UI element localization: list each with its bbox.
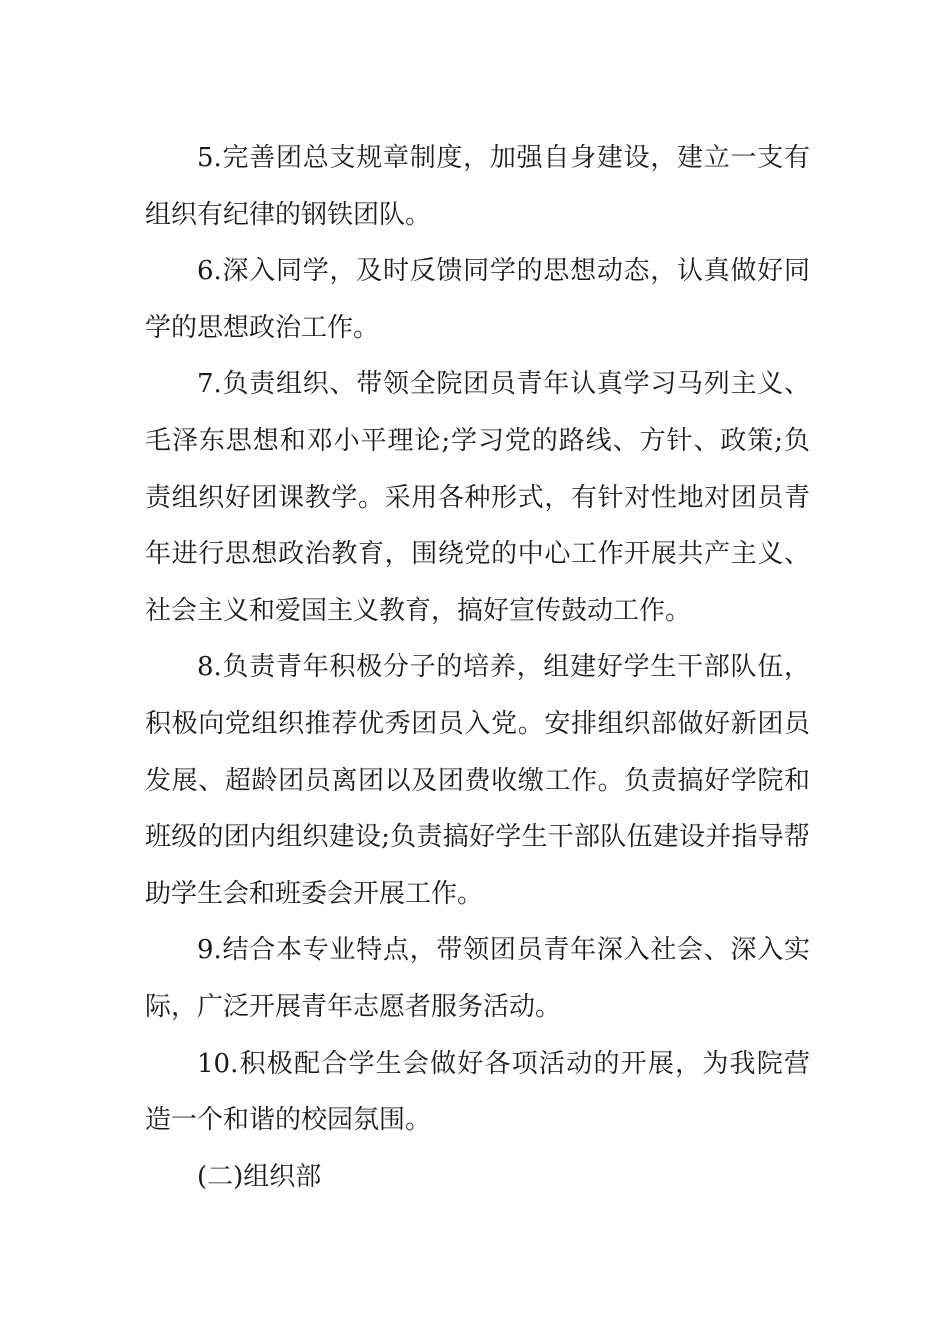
paragraph-item-10: 10.积极配合学生会做好各项活动的开展，为我院营造一个和谐的校园氛围。 bbox=[145, 1048, 810, 1136]
section-heading: (二)组织部 bbox=[197, 1161, 322, 1192]
paragraph-item-8: 8.负责青年积极分子的培养，组建好学生干部队伍，积极向党组织推荐优秀团员入党。安排组织部做好新团员发展、超龄团员离团以及团费收缴工作。负责搞好学院和班级的团内组织建设;负责搞好学生干部队伍建设并指导帮助学生会和班委会开展工作。 bbox=[145, 652, 810, 909]
paragraph-item-6: 6.深入同学，及时反馈同学的思想动态，认真做好同学的思想政治工作。 bbox=[145, 256, 810, 343]
paragraph-item-9: 9.结合本专业特点，带领团员青年深入社会、深入实际，广泛开展青年志愿者服务活动。 bbox=[145, 935, 810, 1022]
paragraph-item-7: 7.负责组织、带领全院团员青年认真学习马列主义、毛泽东思想和邓小平理论;学习党的路线、方针、政策;负责组织好团课教学。采用各种形式，有针对性地对团员青年进行思想政治教育，围绕党的中心工作开展共产主义、社会主义和爱国主义教育，搞好宣传鼓动工作。 bbox=[145, 369, 810, 626]
document-body bbox=[145, 130, 810, 1205]
paragraph-item-5: 5.完善团总支规章制度，加强自身建设，建立一支有组织有纪律的钢铁团队。 bbox=[145, 143, 810, 230]
